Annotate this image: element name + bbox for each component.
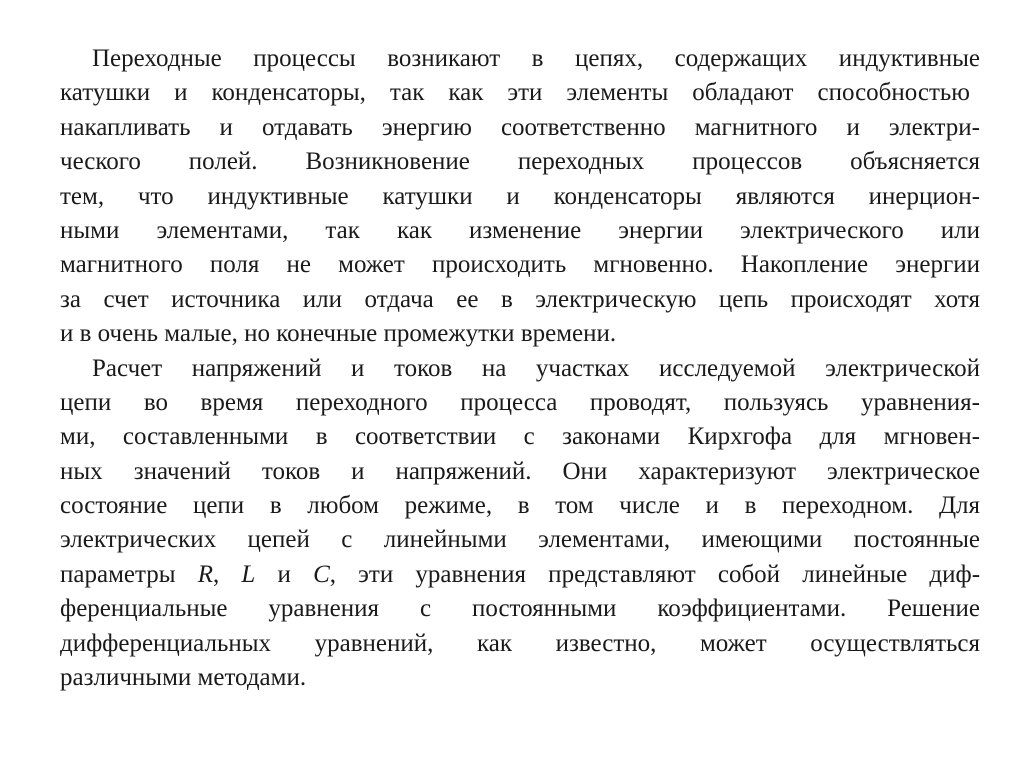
- symbol-l: L: [241, 560, 256, 588]
- symbol-r: R: [197, 560, 213, 588]
- paragraph-1-line-4: ческого полей. Возникновение переходных процессов объясняется: [60, 148, 980, 176]
- paragraph-1-line-5: тем, что индуктивные катушки и конденсаторы являются инерцион-: [60, 182, 980, 210]
- paragraph-1-line-2: катушки и конденсаторы, так как эти элементы обладают способностью: [60, 79, 970, 107]
- paragraph-2-line-3: ми, составленными в соответствии с законами Кирхгофа для мгновен-: [60, 423, 980, 451]
- paragraph-2-line-4: ных значений токов и напряжений. Они характеризуют электрическое: [60, 457, 980, 485]
- paragraph-2-line-9: дифференциальных уравнений, как известно, может осуществляться: [60, 629, 980, 657]
- paragraph-2-line-5: состояние цепи в любом режиме, в том числе и в переходном. Для: [60, 492, 980, 520]
- text-block: [60, 42, 980, 695]
- symbol-c: C: [313, 560, 330, 588]
- paragraph-1-line-7: магнитного поля не может происходить мгновенно. Накопление энергии: [60, 251, 980, 279]
- paragraph-1-line-3: накапливать и отдавать энергию соответственно магнитного и электри-: [60, 113, 980, 141]
- paragraph-1-line-9: и в очень малые, но конечные промежутки времени.: [60, 320, 617, 348]
- paragraph-2-line-8: ференциальные уравнения с постоянными коэффициентами. Решение: [60, 595, 980, 623]
- paragraph-1-line-6: ными элементами, так как изменение энергии электрического или: [60, 216, 980, 244]
- paragraph-2-line-6: электрических цепей с линейными элементами, имеющими постоянные: [60, 526, 980, 554]
- paragraph-2-line-10: различными методами.: [60, 664, 307, 692]
- paragraph-1-line-1: Переходные процессы возникают в цепях, содержащих индуктивные: [92, 45, 980, 72]
- paragraph-2-line-2: цепи во время переходного процесса проводят, пользуясь уравнения-: [60, 388, 980, 416]
- paragraph-1-line-8: за счет источника или отдача ее в электрическую цепь происходят хотя: [60, 285, 980, 313]
- paragraph-2-line-1: Расчет напряжений и токов на участках исследуемой электрической: [92, 354, 980, 382]
- paragraph-2-line-7: параметры R, L и C, эти уравнения представляют собой линейные диф-: [60, 560, 981, 588]
